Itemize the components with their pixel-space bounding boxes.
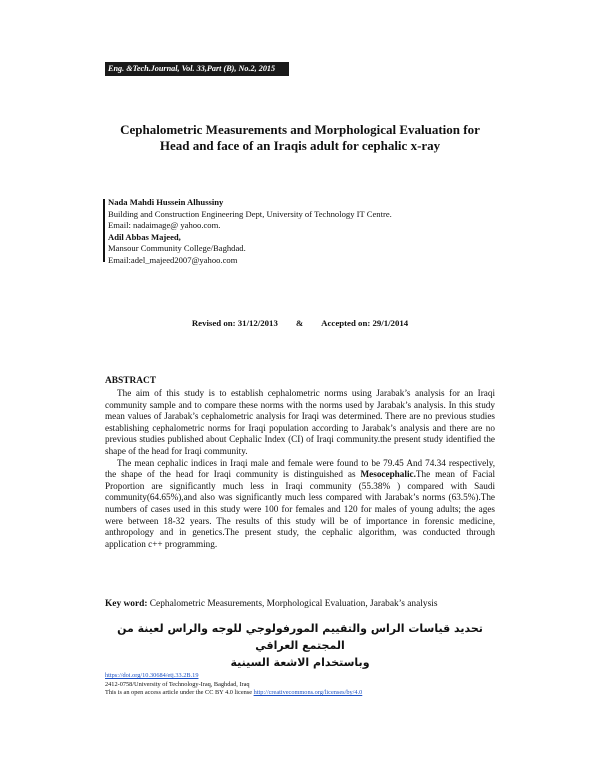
doi-link[interactable]: https://doi.org/10.30684/etj.33.2B.19 [105,672,199,679]
keywords-text: Cephalometric Measurements, Morphological Evaluation, Jarabak’s analysis [149,599,438,609]
paper-title [105,122,495,154]
license-link[interactable]: http://creativecommons.org/licenses/by/4.0 [253,689,363,697]
footer [105,672,505,698]
journal-header: Eng. &Tech.Journal, Vol. 33,Part (B), No.2, 2015 [105,62,289,76]
accepted-date: Accepted on: 29/1/2014 [321,318,409,328]
abstract-paragraph-1: The aim of this study is to establish cephalometric norms using Jarabak’s analysis for an Iraqi community sample and to compare these norms with the norms used by Jarabak’s analysis. In this study mean values of Jarabak’s cephalometric analysis for Iraqi was determined. There are no previous studies establishing cephalometric norms for Iraqi population according to Jarabak’s analysis and there are no previous studies published about Cephalic Index (CI) of Iraqi community.the present study identified the shape of the head for Iraqi community. [105,388,495,456]
license-text: This is an open access article under the CC BY 4.0 license [105,689,253,697]
abstract-paragraph-2 [105,458,495,551]
author-affiliation: Mansour Community College/Baghdad. [108,243,246,254]
author-name: Nada Mahdi Hussein Alhussiny [108,197,224,207]
abstract-bold-term: Mesocephalic. [360,469,416,480]
abstract-heading: ABSTRACT [105,376,157,386]
arabic-title-line-2: وباستخدام الاشعة السينية [230,656,370,669]
author-affiliation: Building and Construction Engineering Dept, University of Technology IT Centre. [108,208,392,219]
keywords-label: Key word: [105,599,148,609]
author-email[interactable]: Email: nadaimage@ yahoo.com. [108,220,221,231]
revised-date: Revised on: 31/12/2013 [191,318,278,328]
issn-line: 2412-0758/University of Technology-Iraq, Baghdad, Iraq [105,680,250,688]
author-email[interactable]: Email:adel_majeed2007@yahoo.com [108,254,238,265]
keywords [105,599,500,609]
abstract-text: The mean of Facial Proportion are significantly much less in Iraqi community (55.38% ) compared with Saudi community(64.65%),and also was significantly much less compared with Jarabak’s norms (63.5%).The numbers of cases used in this study were 100 for females and 120 for males of young adults; the ages were between 18-32 years. The results of this study will be of importance in forensic medicine, anthropology and in genetics.The present study, the cephalic algorithm, was conducted through application c++ programming. [105,469,496,549]
arabic-title [105,620,495,671]
author-block [103,197,463,267]
title-line-1: Cephalometric Measurements and Morphological Evaluation for [120,122,480,137]
title-line-2: Head and face of an Iraqis adult for cephalic x-ray [159,138,441,153]
author-name: Adil Abbas Majeed, [108,231,181,242]
abstract-body [105,388,495,550]
arabic-title-line-1: تحديد قياسات الراس والتقييم المورفولوجي للوجه والراس لعينة من المجتمع العراقي [117,622,483,652]
abstract-text: The mean cephalic indices in Iraqi male and female were found to be 79.45 And 74.34 respectively, the shape of the head for Iraqi community is distinguished as [105,457,495,480]
ampersand: & [295,318,304,328]
dates-line [105,318,495,328]
author-bar [103,199,105,262]
